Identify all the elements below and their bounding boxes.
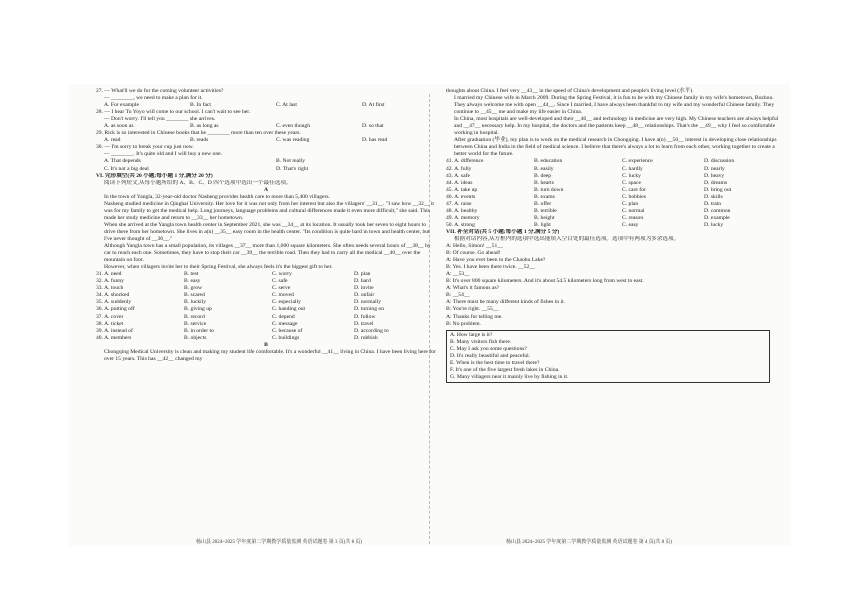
option: D. At first: [362, 102, 385, 109]
option: B. service: [184, 320, 207, 327]
passage-b-para-1: Chongqing Medical University is clean and making my student life comfortable. It's a wonderful __41__ living in China. I have been living here for over 15 years. This has __42__ changed my: [104, 348, 436, 362]
option: D. skills: [704, 193, 723, 200]
option: A. That depends: [104, 158, 141, 165]
q29-options: [96, 137, 436, 144]
option-row: [96, 299, 436, 306]
page-footer: 杨山县 2024~2025 学年度第二学期教学质量监测 英语试题卷 第 4 页(共 8 页): [506, 539, 673, 545]
option: D. plan: [354, 271, 371, 278]
option: 49. A. memory: [446, 214, 480, 221]
option: 43. A. safe: [446, 172, 470, 179]
dialogue-line: B: It's over 800 square kilometers. And it's about 54.5 kilometers long from west to east.: [446, 278, 644, 285]
option: D. invite: [354, 285, 374, 292]
dialogue-line: B: No problem.: [446, 320, 481, 327]
option: 36. A. putting off: [96, 306, 135, 313]
option-row: [96, 314, 436, 321]
choice: G. Many villagers near it mainly live by fishing in it.: [450, 373, 569, 380]
section-7-heading: VII. 补全对话(共 5 小题;每小题 1 分,满分 5 分): [446, 228, 560, 235]
option: B. in order to: [184, 327, 214, 334]
option: 32. A. funny: [96, 278, 124, 285]
option: D. normally: [354, 299, 382, 306]
page-footer: 杨山县 2024~2025 学年度第二学期教学质量监测 英语试题卷 第 3 页(共 8 页): [196, 539, 363, 545]
option: C. serve: [272, 285, 291, 292]
option: 47. A. raise: [446, 200, 472, 207]
question-28: 28. — I hear Tu Yoyo will come to our school. I can't wait to see her.: [96, 109, 251, 116]
passage-b-para-3: I married my Chinese wife in March 2009. During the Spring Festival, it is fun to be with my Chinese family in my wife's hometown, Bozhou. They always welcome me with open __44__. Since I married, I have always been thankful to my wife and my wonderful Chinese family. They continue to __45__ me and make my life easier in China.: [454, 95, 775, 116]
dialogue: [446, 243, 786, 328]
passage-a-para-3: When she arrived at the Yangla town health center in September 2021, she was __34__ at its location. It usually took her seven to eight hours to drive there from her hometown. She lives in a(n) __35__ easy room in the health center. "Its condition is quite hard in town and health center, but I've never thought of __36__.": [104, 221, 430, 242]
passage-a-para-2: Nasheng studied medicine in Qinghai University. Her love for it was not only from her interest but also the villagers' __31__. "I saw how __32__ it was for my family to get the medical help. Long journeys, language problems and cultural differences made it even more difficult," she said. This made her study medicine and return to __33__ her hometown.: [104, 200, 434, 221]
option: C. plan: [622, 200, 639, 207]
passage-b-para-4: In China, most hospitals are well-developed and their __46__ and technology in medicine are very high. My Chinese teachers are always helpful and __47__ necessary help. In my hospital, the doctors and the patients keep __48__ relationships. That's the __49__ why I feel so comfortable working in hospital.: [454, 116, 779, 137]
option: B. giving up: [184, 306, 212, 313]
option-row: [446, 201, 786, 208]
option: C. It's not a big deal: [104, 165, 149, 172]
dialogue-line: B: You're right. __55__: [446, 306, 499, 313]
option: D. nearly: [704, 165, 725, 172]
option: C. even though: [276, 123, 311, 130]
option: 40. A. members: [96, 334, 132, 341]
option: C. reason: [622, 214, 644, 221]
option: B. record: [184, 313, 205, 320]
dialogue-line: A: Have you ever been to the Chaohu Lake?: [446, 257, 546, 264]
option: D. heavy: [704, 172, 725, 179]
option: C. At last: [276, 102, 297, 109]
option: B. In fact: [190, 102, 211, 109]
q28-reply: — Don't worry. I'll tell you ________ she arrives.: [104, 116, 216, 123]
option: C. space: [622, 179, 641, 186]
options-31-40: [96, 271, 436, 341]
q27-options: [96, 102, 436, 109]
page-4: [446, 88, 786, 550]
option: D. common: [704, 207, 731, 214]
option: A. For example: [104, 102, 139, 109]
option: 39. A. instead of: [96, 327, 133, 334]
option: D. has read: [362, 137, 388, 144]
option: B. Not really: [276, 158, 306, 165]
option: C. hobbies: [622, 193, 646, 200]
choice: A. How large is it?: [450, 331, 493, 338]
option: B. scared: [184, 292, 205, 299]
option-row: [96, 292, 436, 299]
option: D. so that: [362, 123, 384, 130]
q30-options-row2: [96, 166, 436, 173]
option: D. bring out: [704, 186, 732, 193]
option: B. exams: [534, 193, 555, 200]
q30-options-row1: [96, 158, 436, 165]
option-row: [446, 166, 786, 173]
passage-a-label: A: [263, 186, 269, 193]
option: D. discussion: [704, 158, 735, 165]
option: 34. A. shocked: [96, 292, 130, 299]
option-row: [446, 215, 786, 222]
option: C. because of: [272, 327, 303, 334]
dialogue-line: B: Yes. I have been there twice. __52__: [446, 264, 535, 271]
option: 46. A. events: [446, 193, 476, 200]
option: 48. A. healthy: [446, 207, 478, 214]
options-41-50: [446, 158, 786, 228]
option: B. luckily: [184, 299, 207, 306]
option: B. hearts: [534, 179, 554, 186]
option-row: [96, 328, 436, 335]
option: D. example: [704, 214, 730, 221]
option: D. turning on: [354, 306, 384, 313]
option: B. deep: [534, 172, 552, 179]
option: A. as soon as: [104, 123, 134, 130]
option: D. according to: [354, 327, 389, 334]
option: C. handing out: [272, 306, 306, 313]
option: C. safe: [272, 278, 288, 285]
option: B. grow: [184, 285, 203, 292]
option: C. especially: [272, 299, 301, 306]
option: C. buildings: [272, 334, 300, 341]
option-row: [446, 187, 786, 194]
option: D. hard: [354, 278, 371, 285]
dialogue-line: B: __54__: [446, 292, 470, 299]
option-row: [96, 278, 436, 285]
q27-reply: — ________, we need to make a plan for it.: [104, 95, 203, 102]
option: C. hardly: [622, 165, 643, 172]
option: 41. A. difference: [446, 158, 484, 165]
option: B. height: [534, 214, 555, 221]
option: B. as long as: [190, 123, 219, 130]
option-row: [96, 306, 436, 313]
page-3: [96, 88, 436, 550]
option: C. depend: [272, 313, 295, 320]
q30-reply: — ________. It's quite old and I will buy a new one.: [104, 151, 222, 158]
option-row: [446, 194, 786, 201]
option-row: [446, 208, 786, 215]
dialogue-line: A: Thanks for telling me.: [446, 313, 503, 320]
option: D. dreams: [704, 179, 727, 186]
option: B. light: [534, 221, 551, 228]
passage-b-label: B: [264, 341, 268, 348]
section-6-instructions: 阅读下列短文,从每小题所给的 A、B、C、D 四个选项中选出一个最佳选项。: [104, 179, 292, 186]
passage-a-para-4: Although Yangla town has a small population, its villages __37__ more than 1,000 square kilometers. She often needs several hours of __38__ by car to reach each one. Sometimes, they have to stop their car __39__ the terrible road. Then they had to carry all the medical __40__ over the mountain on foot.: [104, 243, 431, 264]
question-27: 27. — What'll we do for the coming volunteer activities?: [96, 88, 224, 94]
option: 33. A. touch: [96, 285, 124, 292]
choice: C. May I ask you some questions?: [450, 345, 527, 352]
option: B. offer: [534, 200, 552, 207]
option: D. rubbish: [354, 334, 378, 341]
option: B. education: [534, 158, 563, 165]
option: B. turn down: [534, 186, 564, 193]
option: C. care for: [622, 186, 646, 193]
option-row: [96, 321, 436, 328]
option: B. test: [184, 271, 199, 278]
option-row: [96, 271, 436, 278]
option: C. moved: [272, 292, 294, 299]
option: B. reads: [190, 137, 209, 144]
option: 37. A. cover: [96, 313, 124, 320]
option: B. objects: [184, 334, 207, 341]
option: B. easily: [534, 165, 554, 172]
choice: D. It's really beautiful and peaceful.: [450, 352, 531, 359]
option: 45. A. take up: [446, 186, 478, 193]
section-7-instructions: 根据对话内容,从方框内的选项中选出能填入空白处的最佳选项。选项中有两项为多余选项。: [454, 235, 680, 242]
choice: F. It's one of the five largest fresh lakes in China.: [450, 366, 560, 373]
exam-sheet: [68, 84, 790, 546]
option-row: [446, 180, 786, 187]
option: D. unfair: [354, 292, 375, 299]
passage-a-para-1: In the town of Yangla, 32-year-old doctor Nasheng provides health care to more than 5,400 villagers.: [104, 193, 330, 200]
option: B. easy: [184, 278, 201, 285]
option: D. follow: [354, 313, 376, 320]
section-6-heading: VI. 完形填空(共 20 小题;每小题 1 分,满分 20 分): [96, 172, 213, 179]
dialogue-line: A: Hello, Simon! __51__: [446, 243, 503, 250]
option: D. train: [704, 200, 722, 207]
option: C. worry: [272, 271, 292, 278]
option-row: [96, 335, 436, 342]
option: 42. A. fully: [446, 165, 472, 172]
option-row: [446, 158, 786, 165]
dialogue-line: A: There must be many different kinds of fishes in it.: [446, 299, 565, 306]
option: 38. A. ticket: [96, 320, 124, 327]
choice: B. Many visitors fish there.: [450, 338, 512, 345]
option: C. normal: [622, 207, 645, 214]
option-row: [96, 285, 436, 292]
option: C. easy: [622, 221, 639, 228]
passage-a-para-5: However, when villagers invite her to their Spring Festival, she always feels it's the biggest gift to her.: [104, 264, 333, 271]
option: 44. A. ideas: [446, 179, 473, 186]
option: D. travel: [354, 320, 374, 327]
passage-b-para-2: thoughts about China. I feel very __43__ in the speed of China's development and people's living level (水平).: [446, 88, 694, 94]
option: A. read: [104, 137, 121, 144]
option: C. message: [272, 320, 298, 327]
option-row: [446, 222, 786, 229]
option: 50. A. strong: [446, 221, 475, 228]
q28-options: [96, 123, 436, 130]
option: B. terrible: [534, 207, 557, 214]
option: 31. A. need: [96, 271, 122, 278]
dialogue-line: B: Of course. Go ahead!: [446, 250, 501, 257]
option: D. lucky: [704, 221, 724, 228]
choice: E. When is the best time to travel there?: [450, 359, 540, 366]
dialogue-line: A: __53__: [446, 271, 470, 278]
option-row: [446, 173, 786, 180]
option: C. was reading: [276, 137, 310, 144]
option: C. lucky: [622, 172, 641, 179]
question-29: 29. Rick is so interested in Chinese books that he ________ more than ten over these years.: [96, 130, 301, 137]
option: C. experience: [622, 158, 653, 165]
option: 35. A. suddenly: [96, 299, 132, 306]
dialogue-line: A: What's it famous as?: [446, 285, 500, 292]
answer-choices-box: [446, 330, 770, 383]
option: D. That's right: [276, 165, 309, 172]
passage-b-para-5: After graduation (毕业), my plan is to work on the medical research in Chongqing. I have a(n) __50__ interest in developing close relationships between China and India in the field of medical science. I believe that there's always a lot to learn from each other, working together to create a better world for the future.: [454, 137, 777, 158]
question-30: 30. — I'm sorry to break your cup just now.: [96, 144, 194, 151]
